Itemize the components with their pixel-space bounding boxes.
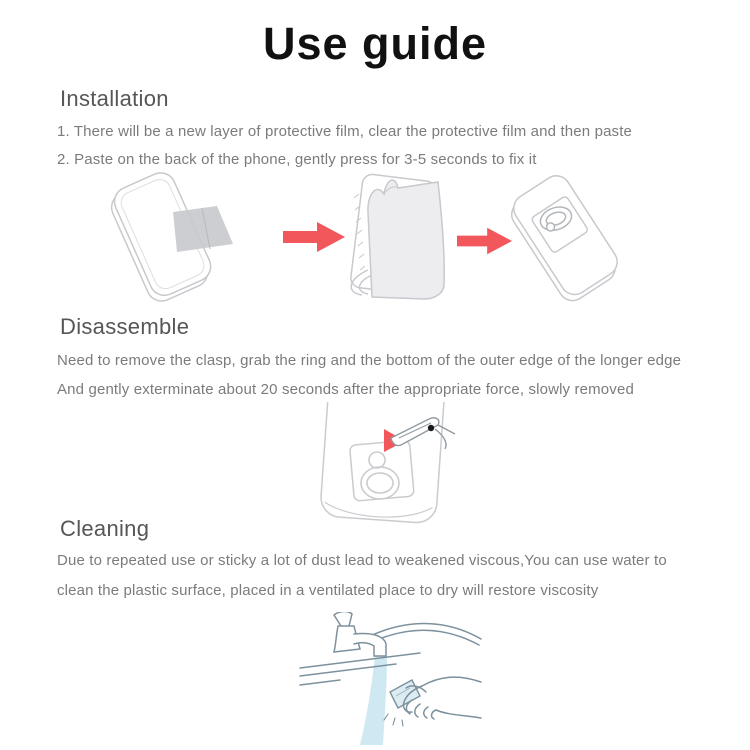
rinse-under-faucet-illustration (298, 612, 483, 747)
phone-with-film-icon (105, 172, 270, 304)
installation-heading: Installation (60, 86, 169, 111)
installation-instructions (57, 118, 632, 174)
water-stream-icon (360, 656, 387, 745)
cleaning-line-2: clean the plastic surface, placed in a ventilated place to dry will restore viscosity (57, 582, 599, 599)
phone-with-ring-icon (508, 172, 648, 304)
arrow-right-icon (283, 222, 345, 252)
ring-plate-icon (390, 680, 420, 708)
disassemble-line-1: Need to remove the clasp, grab the ring and the bottom of the outer edge of the longer edge (57, 352, 682, 369)
peel-film-icon (338, 168, 463, 303)
remove-clasp-illustration (295, 402, 480, 530)
cleaning-heading: Cleaning (60, 516, 150, 541)
page-title: Use guide (262, 18, 488, 69)
installation-step-1: 1. There will be a new layer of protective film, clear the protective film and then paste (57, 123, 633, 140)
arrow-right-icon (457, 227, 512, 255)
disassemble-heading: Disassemble (60, 314, 190, 339)
disassemble-line-2: And gently exterminate about 20 seconds after the appropriate force, slowly removed (57, 381, 634, 398)
cleaning-instructions (57, 546, 667, 606)
installation-step-2: 2. Paste on the back of the phone, gently press for 3-5 seconds to fix it (57, 151, 537, 168)
disassemble-instructions (57, 346, 681, 404)
cleaning-line-1: Due to repeated use or sticky a lot of dust lead to weakened viscous,You can use water to (57, 552, 667, 569)
